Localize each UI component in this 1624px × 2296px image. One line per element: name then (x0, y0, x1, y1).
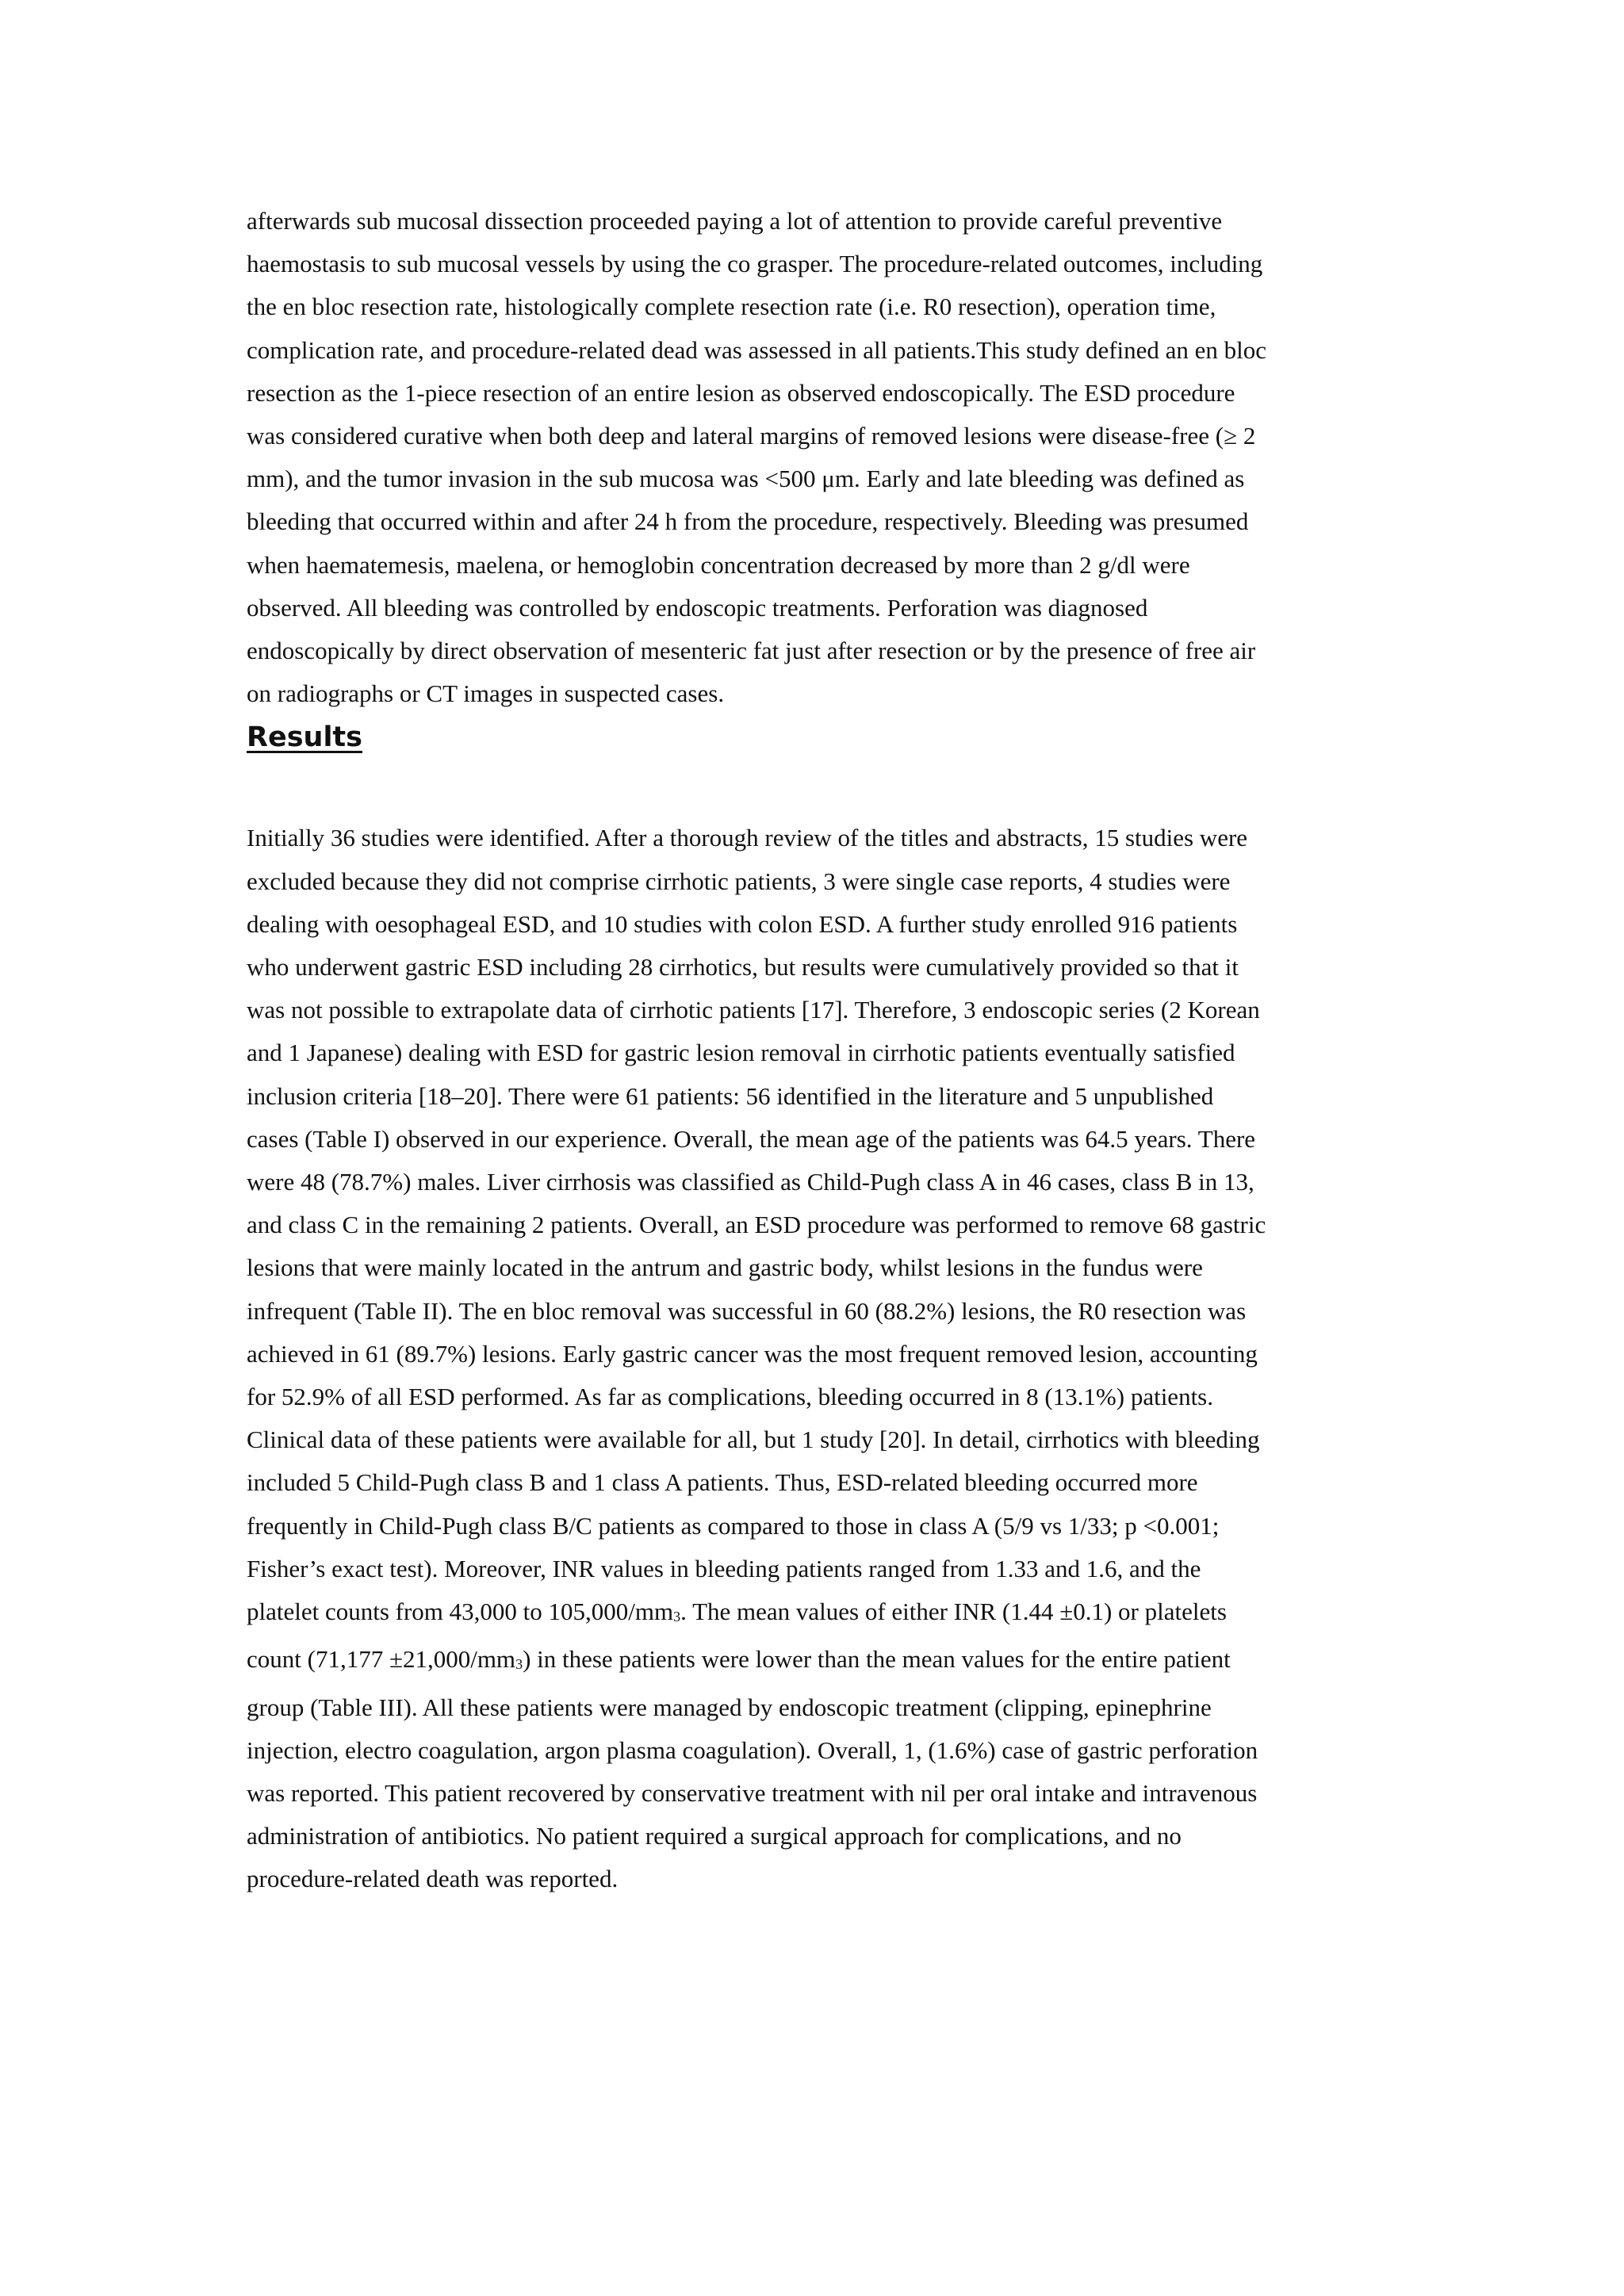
text-line: was reported. This patient recovered by conservative treatment with nil per oral intake and intravenous (247, 1778, 1258, 1807)
results-paragraph (247, 817, 1388, 1900)
text-line-platelets (247, 1590, 1388, 1638)
text-line: infrequent (Table II). The en bloc removal was successful in 60 (88.2%) lesions, the R0 resection was (247, 1296, 1247, 1325)
text-line: group (Table III). All these patients were managed by endoscopic treatment (clipping, epinephrine (247, 1693, 1212, 1721)
text-line: endoscopically by direct observation of mesenteric fat just after resection or by the presence of free air (247, 637, 1256, 665)
text-line: when haematemesis, maelena, or hemoglobin concentration decreased by more than 2 g/dl were (247, 550, 1190, 579)
text-line: procedure-related death was reported. (247, 1865, 619, 1893)
text-line: observed. All bleeding was controlled by endoscopic treatments. Perforation was diagnosed (247, 593, 1148, 622)
text-line: was considered curative when both deep and lateral margins of removed lesions were disease-free (≥ 2 (247, 422, 1256, 450)
text-line: who underwent gastric ESD including 28 cirrhotics, but results were cumulatively provided so that it (247, 953, 1239, 982)
page-content (247, 200, 1388, 1901)
text-line: cases (Table I) observed in our experience. Overall, the mean age of the patients was 64.5 years. There (247, 1124, 1256, 1153)
text-line: lesions that were mainly located in the antrum and gastric body, whilst lesions in the fundus were (247, 1253, 1203, 1282)
text-fragment: ) in these patients were lower than the mean values for the entire patient (523, 1645, 1231, 1674)
text-line: frequently in Child-Pugh class B/C patients as compared to those in class A (5/9 vs 1/33; p <0.001; (247, 1511, 1220, 1540)
subscript: 3 (673, 1609, 681, 1625)
results-heading: Results (247, 721, 362, 754)
text-line: for 52.9% of all ESD performed. As far as complications, bleeding occurred in 8 (13.1%) patients. (247, 1383, 1213, 1411)
text-line: Clinical data of these patients were available for all, but 1 study [20]. In detail, cirrhotics with bleeding (247, 1425, 1260, 1454)
text-line-count (247, 1638, 1388, 1686)
text-line: and class C in the remaining 2 patients. Overall, an ESD procedure was performed to remove 68 gastric (247, 1211, 1266, 1239)
text-line: on radiographs or CT images in suspected cases. (247, 679, 725, 708)
text-line: was not possible to extrapolate data of cirrhotic patients [17]. Therefore, 3 endoscopic series (2 Korean (247, 996, 1260, 1024)
text-line: haemostasis to sub mucosal vessels by using the co grasper. The procedure-related outcomes, including (247, 250, 1263, 278)
text-line: Fisher’s exact test). Moreover, INR values in bleeding patients ranged from 1.33 and 1.6, and the (247, 1554, 1201, 1582)
text-fragment: platelet counts from 43,000 to 105,000/mm (247, 1598, 674, 1626)
text-line: inclusion criteria [18–20]. There were 61 patients: 56 identified in the literature and 5 unpublished (247, 1081, 1214, 1110)
text-line: included 5 Child-Pugh class B and 1 class A patients. Thus, ESD-related bleeding occurred more (247, 1468, 1198, 1497)
text-line: resection as the 1-piece resection of an entire lesion as observed endoscopically. The ESD procedure (247, 378, 1235, 407)
text-line: Initially 36 studies were identified. After a thorough review of the titles and abstracts, 15 studies were (247, 824, 1248, 852)
text-line: the en bloc resection rate, histologically complete resection rate (i.e. R0 resection), operation time, (247, 293, 1216, 321)
text-line: afterwards sub mucosal dissection proceeded paying a lot of attention to provide careful preventive (247, 207, 1223, 235)
subscript: 3 (515, 1656, 523, 1673)
text-line: achieved in 61 (89.7%) lesions. Early gastric cancer was the most frequent removed lesion, accounting (247, 1339, 1258, 1368)
text-line: injection, electro coagulation, argon plasma coagulation). Overall, 1, (1.6%) case of gastric perforation (247, 1735, 1258, 1764)
text-line: administration of antibiotics. No patient required a surgical approach for complications, and no (247, 1822, 1182, 1850)
methods-paragraph (247, 200, 1388, 715)
text-line: were 48 (78.7%) males. Liver cirrhosis was classified as Child-Pugh class A in 46 cases, class B in 13, (247, 1168, 1254, 1196)
text-line: mm), and the tumor invasion in the sub mucosa was <500 μm. Early and late bleeding was defined as (247, 465, 1245, 493)
text-fragment: count (71,177 ±21,000/mm (247, 1645, 516, 1674)
text-line: excluded because they did not comprise cirrhotic patients, 3 were single case reports, 4 studies were (247, 867, 1231, 895)
text-line: bleeding that occurred within and after 24 h from the procedure, respectively. Bleeding was presumed (247, 507, 1249, 536)
text-line: and 1 Japanese) dealing with ESD for gastric lesion removal in cirrhotic patients eventually satisfied (247, 1039, 1235, 1067)
text-fragment: . The mean values of either INR (1.44 ±0.1) or platelets (680, 1598, 1227, 1626)
text-line: complication rate, and procedure-related dead was assessed in all patients.This study defined an en bloc (247, 335, 1267, 364)
text-line: dealing with oesophageal ESD, and 10 studies with colon ESD. A further study enrolled 916 patients (247, 909, 1238, 938)
